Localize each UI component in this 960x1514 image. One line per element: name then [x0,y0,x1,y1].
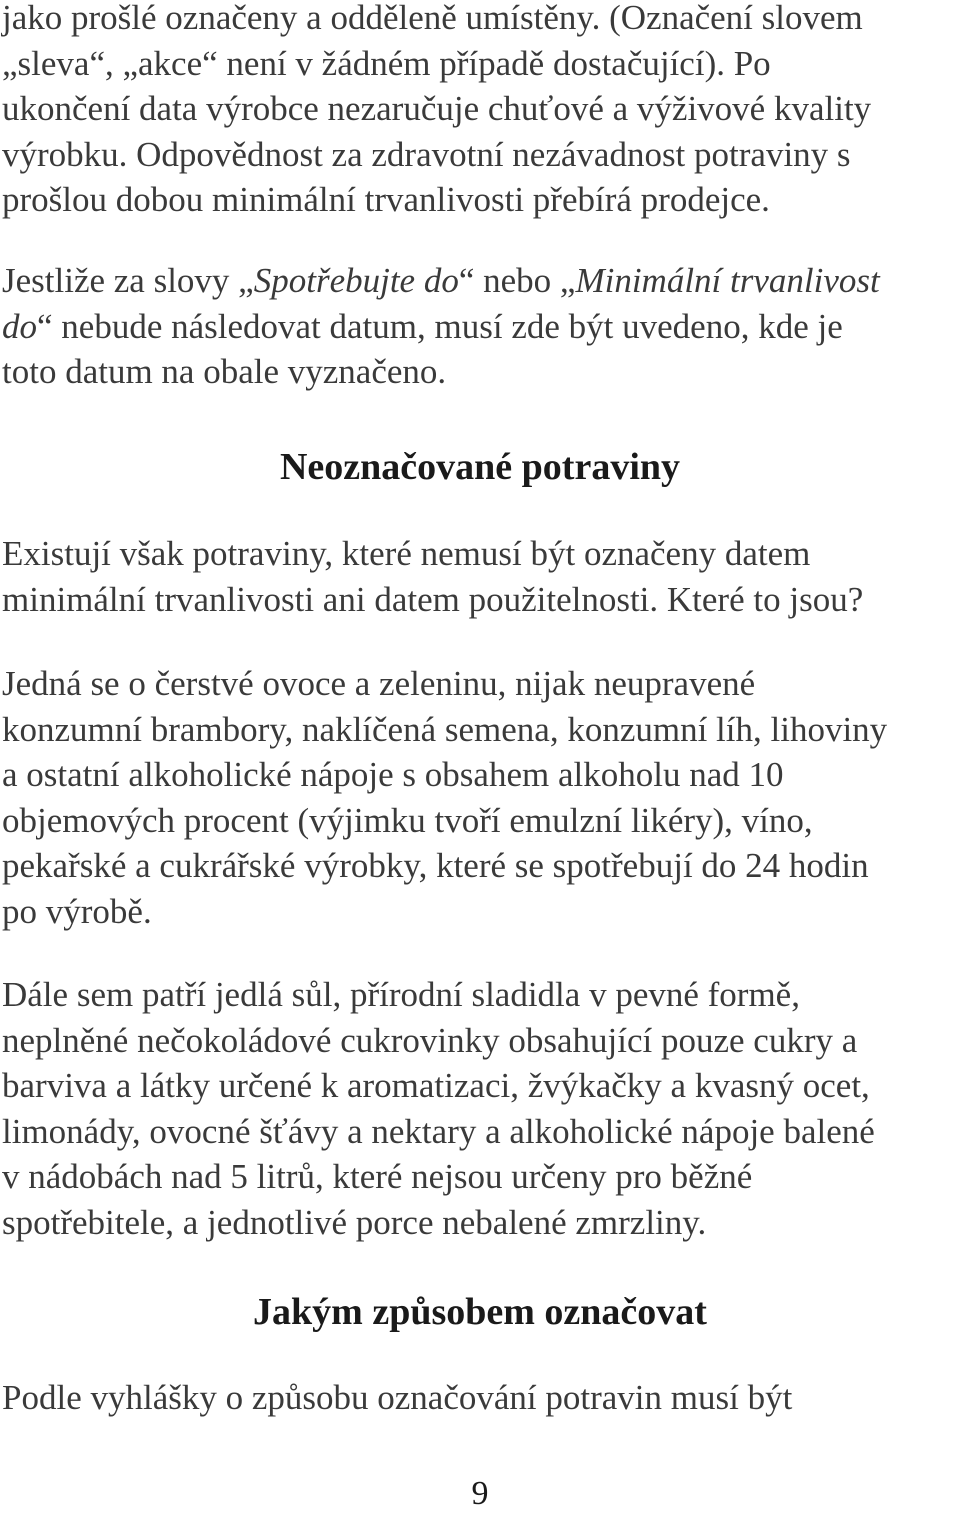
paragraph-text: Jestliže za slovy „ [2,261,254,300]
italic-term: Minimální trvanlivost do [2,261,880,346]
paragraph-date-location [2,258,958,395]
paragraph-regulation: Podle vyhlášky o způsobu označování potravin musí být [2,1378,793,1417]
paragraph-text: “ nebo „ [458,261,576,300]
italic-term: Spotřebujte do [253,261,459,300]
section-heading-how-to-label: Jakým způsobem označovat [253,1291,707,1333]
paragraph-unlabeled-intro: Existují však potraviny, které nemusí být označeny datem minimální trvanlivosti ani datem použitelnosti. Které to jsou? [2,534,864,619]
paragraph-text: “ nebude následovat datum, musí zde být uvedeno, kde je toto datum na obale vyznačeno. [2,306,843,391]
page-number: 9 [471,1475,489,1512]
paragraph-unlabeled-list-1: Jedná se o čerstvé ovoce a zeleninu, nijak neupravené konzumní brambory, naklíčená semena, konzumní líh, lihoviny a ostatní alkoholické nápoje s obsahem alkoholu nad 10 objemových procent (výjimku tvoří emulzní likéry), víno, pekařské a cukrářské výrobky, které se spotřebují do 24 hodin po výrobě. [2,664,888,931]
paragraph-expired-labeling: jako prošlé označeny a odděleně umístěny. (Označení slovem „sleva“, „akce“ není v žádném případě dostačující). Po ukončení data výrobce nezaručuje chuťové a výživové kvality výrobku. Odpovědnost za zdravotní nezávadnost potraviny s prošlou dobou minimální trvanlivosti přebírá prodejce. [2,0,872,219]
paragraph-unlabeled-list-2: Dále sem patří jedlá sůl, přírodní sladidla v pevné formě, neplněné nečokoládové cukrovinky obsahující pouze cukry a barviva a látky určené k aromatizaci, žvýkačky a kvasný ocet, limonády, ovocné šťávy a nektary a alkoholické nápoje balené v nádobách nad 5 litrů, které nejsou určeny pro běžné spotřebitele, a jednotlivé porce nebalené zmrzliny. [2,975,875,1242]
section-heading-unlabeled-foods: Neoznačované potraviny [279,446,681,488]
